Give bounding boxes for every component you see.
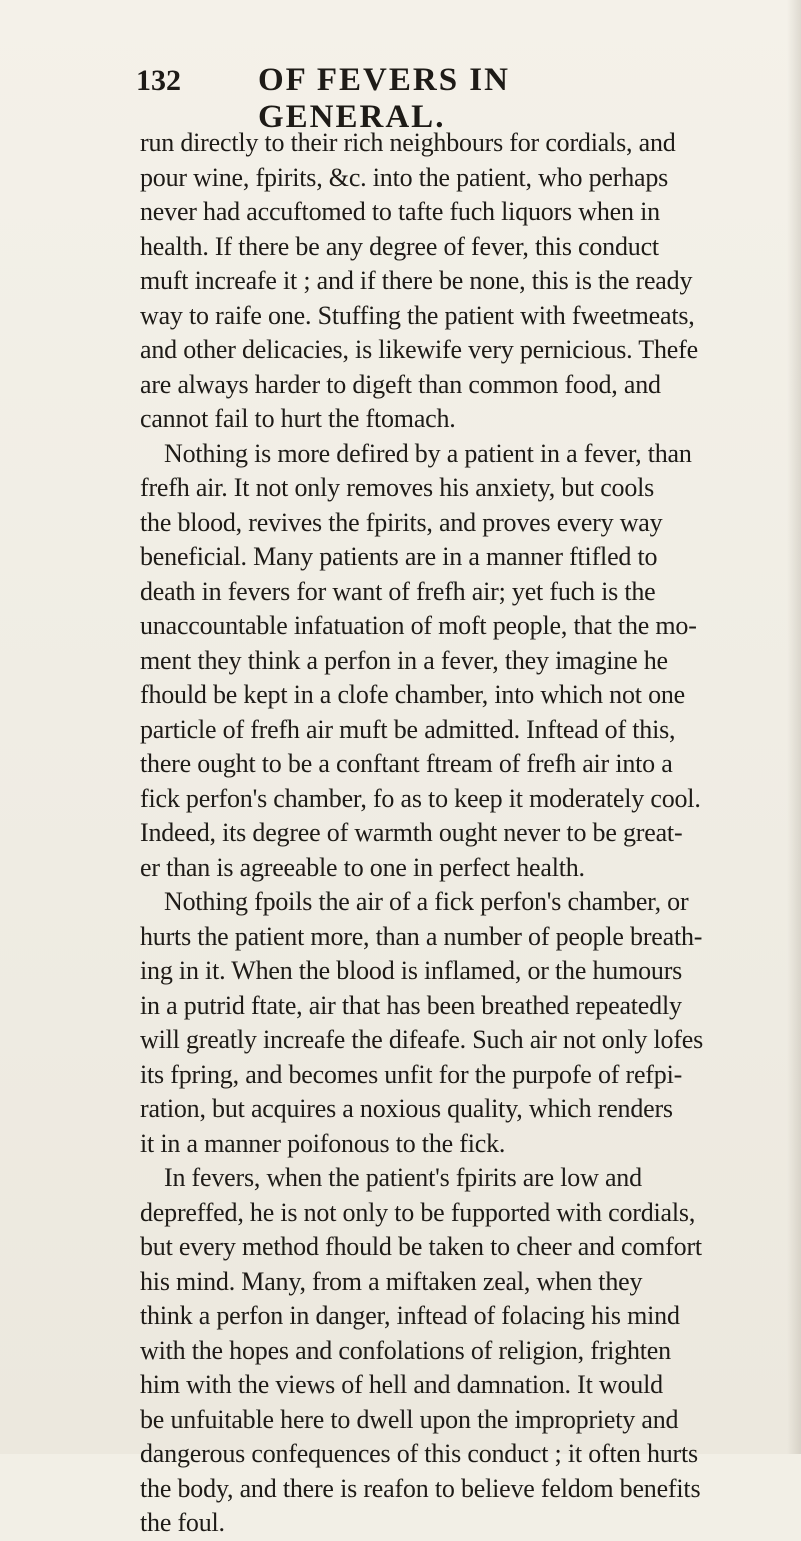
text-line: er than is agreeable to one in perfect health. bbox=[140, 852, 585, 882]
text-line: death in fevers for want of frefh air; yet fuch is the bbox=[140, 576, 656, 606]
text-line: are always harder to digeft than common food, and bbox=[140, 369, 661, 399]
text-line: run directly to their rich neighbours for cordials, and bbox=[140, 128, 676, 157]
text-line: never had accuftomed to tafte fuch liquors when in bbox=[140, 197, 660, 226]
text-line: think a perfon in danger, inftead of folacing his mind bbox=[140, 1301, 680, 1330]
text-line: the foul. bbox=[140, 1508, 225, 1537]
text-line: the body, and there is reafon to believe feldom benefits bbox=[140, 1473, 701, 1503]
text-line: cannot fail to hurt the ftomach. bbox=[140, 404, 456, 433]
text-line: and other delicacies, is likewife very pernicious. Thefe bbox=[140, 335, 698, 364]
text-line: ment they think a perfon in a fever, they imagine he bbox=[140, 645, 668, 675]
paragraph-start-line: Nothing fpoils the air of a fick perfon's chamber, or bbox=[164, 887, 689, 916]
text-line: unaccountable infatuation of moft people, that the mo- bbox=[140, 611, 697, 640]
text-line: health. If there be any degree of fever, this conduct bbox=[140, 231, 659, 261]
running-head: OF FEVERS IN GENERAL. bbox=[258, 62, 510, 135]
page-number: 132 bbox=[136, 64, 181, 97]
text-line: in a putrid ftate, air that has been breathed repeatedly bbox=[140, 990, 682, 1020]
text-line: muft increafe it ; and if there be none, this is the ready bbox=[140, 266, 693, 295]
text-line: its fpring, and becomes unfit for the purpofe of refpi- bbox=[140, 1059, 683, 1089]
paragraph-start-line: Nothing is more defired by a patient in a fever, than bbox=[164, 438, 692, 468]
text-line: dangerous confequences of this conduct ; it often hurts bbox=[140, 1439, 698, 1468]
text-line: depreffed, he is not only to be fupported with cordials, bbox=[140, 1197, 696, 1227]
text-line: hurts the patient more, than a number of people breath- bbox=[140, 921, 703, 951]
text-line: him with the views of hell and damnation. It would bbox=[140, 1370, 663, 1399]
text-line: fhould be kept in a clofe chamber, into which not one bbox=[140, 680, 686, 709]
text-line: the blood, revives the fpirits, and proves every way bbox=[140, 507, 663, 537]
page-edge-shadow bbox=[787, 0, 801, 1454]
body-text bbox=[140, 126, 780, 1541]
text-line: particle of frefh air muft be admitted. Inftead of this, bbox=[140, 714, 676, 744]
text-line: ing in it. When the blood is inflamed, or the humours bbox=[140, 956, 683, 985]
text-line: Indeed, its degree of warmth ought never to be great- bbox=[140, 818, 683, 847]
paragraph-start-line: In fevers, when the patient's fpirits are low and bbox=[164, 1163, 642, 1192]
text-line: ration, but acquires a noxious quality, which renders bbox=[140, 1094, 673, 1123]
text-line: it in a manner poifonous to the fick. bbox=[140, 1128, 506, 1158]
text-line: pour wine, fpirits, &c. into the patient, who perhaps bbox=[140, 162, 669, 192]
text-line: fick perfon's chamber, fo as to keep it moderately cool. bbox=[140, 783, 701, 813]
text-line: with the hopes and confolations of religion, frighten bbox=[140, 1335, 671, 1365]
text-line: frefh air. It not only removes his anxiety, but cools bbox=[140, 473, 655, 502]
text-line: there ought to be a conftant ftream of frefh air into a bbox=[140, 749, 673, 778]
text-line: but every method fhould be taken to cheer and comfort bbox=[140, 1232, 702, 1261]
text-line: his mind. Many, from a miftaken zeal, when they bbox=[140, 1266, 643, 1296]
text-line: will greatly increafe the difeafe. Such air not only lofes bbox=[140, 1025, 704, 1054]
text-line: be unfuitable here to dwell upon the impropriety and bbox=[140, 1404, 679, 1434]
page-header bbox=[136, 56, 696, 135]
text-line: way to raife one. Stuffing the patient with fweetmeats, bbox=[140, 300, 695, 330]
text-line: beneficial. Many patients are in a manner ftifled to bbox=[140, 542, 658, 571]
